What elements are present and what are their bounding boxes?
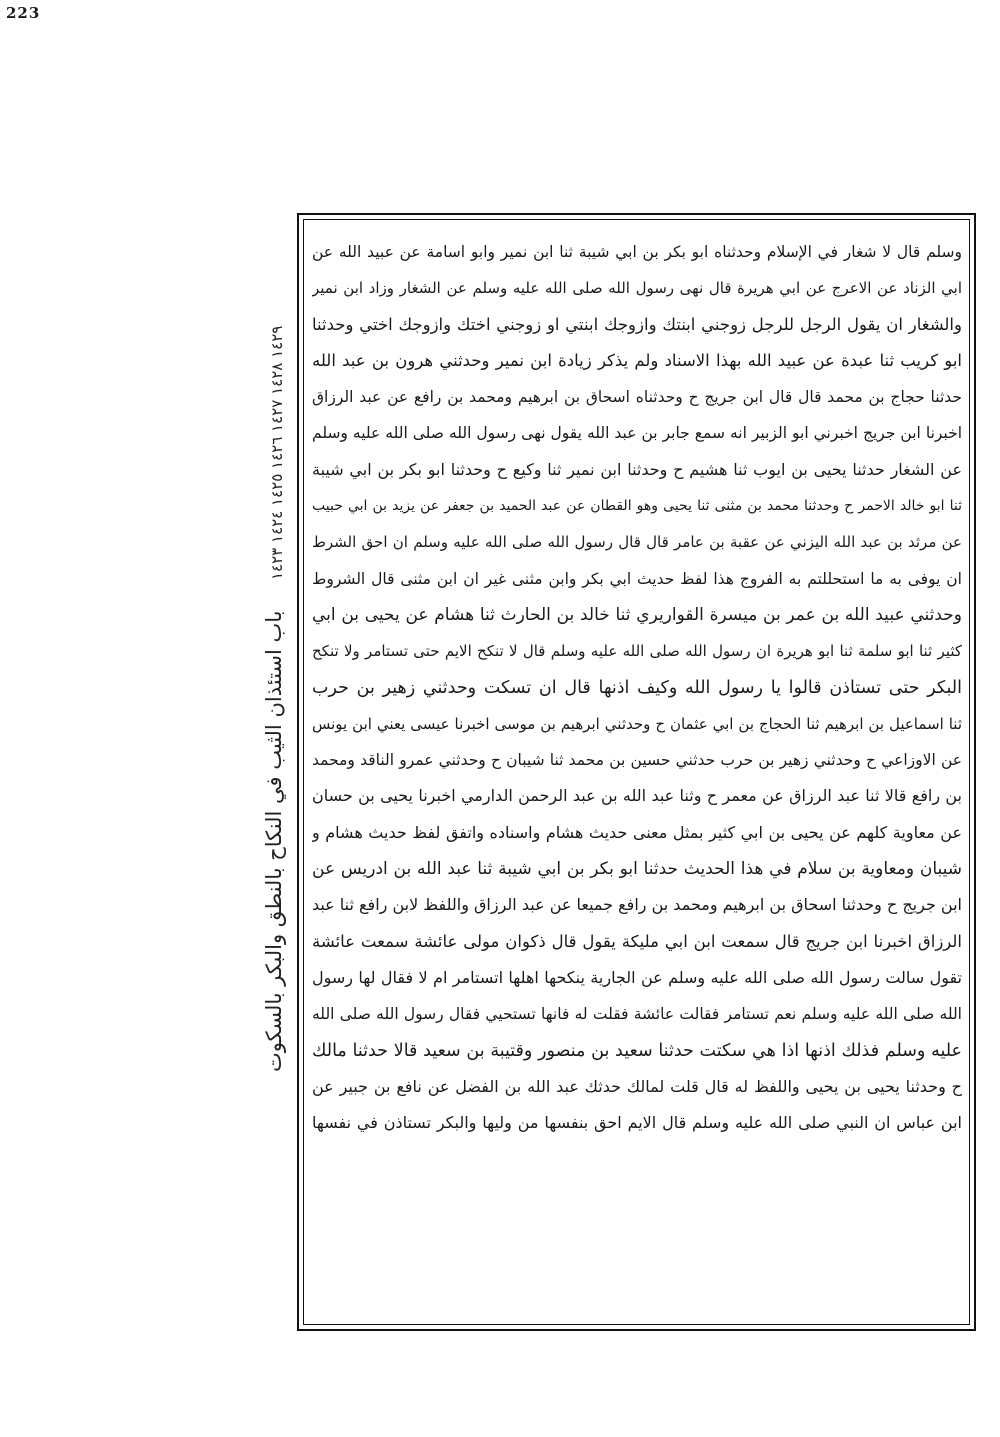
text-line: الرزاق اخبرنا ابن جريج قال سمعت ابن ابي مليكة يقول قال ذكوان مولى عائشة سمعت عائشة (312, 931, 962, 951)
text-line: والشغار ان يقول الرجل للرجل زوجني ابنتك وازوجك ابنتي او زوجني اختك وازوجك اختي وحدثنا (312, 314, 962, 334)
manuscript-text-block (312, 234, 962, 1314)
text-line: اخبرنا ابن جريج اخبرني ابو الزبير انه سمع جابر بن عبد الله يقول نهى رسول الله صلى الله عليه وسلم (312, 424, 962, 443)
text-line: عن مرثد بن عبد الله اليزني عن عقبة بن عامر قال قال رسول الله صلى الله عليه وسلم ان احق الشرط (312, 533, 962, 552)
text-line: ابن عباس ان النبي صلى الله عليه وسلم قال الايم احق بنفسها من وليها والبكر تستاذن في نفسها (312, 1113, 962, 1133)
text-line: عن الشغار حدثنا يحيى بن ايوب ثنا هشيم ح وحدثنا ابن نمير ثنا وكيع ح وحدثنا ابو بكر بن ابي شيبة (312, 459, 962, 479)
text-line: حدثنا حجاج بن محمد قال قال ابن جريج ح وحدثناه اسحاق بن ابرهيم ومحمد بن رافع عن عبد الرزاق (312, 388, 962, 407)
text-line: وحدثني عبيد الله بن عمر بن ميسرة القواريري ثنا خالد بن الحارث ثنا هشام عن يحيى بن ابي (312, 604, 962, 625)
text-line: شيبان ومعاوية بن سلام في هذا الحديث حدثنا ابو بكر بن ابي شيبة ثنا عبد الله بن ادريس عن (312, 859, 962, 880)
text-line: عن معاوية كلهم عن يحيى بن ابي كثير بمثل معنى حديث هشام واسناده واتفق لفظ حديث هشام و (312, 822, 962, 842)
text-line: ابي الزناد عن الاعرج عن ابي هريرة قال نهى رسول الله صلى الله عليه وسلم عن الشغار وزاد ابن نمير (312, 279, 962, 298)
text-line: كثير ثنا ابو سلمة ثنا ابو هريرة ان رسول الله صلى الله عليه وسلم قال لا تنكح الايم حتى تستامر ولا تنكح (312, 642, 962, 661)
text-line: ان يوفى به ما استحللتم به الفروج هذا لفظ حديث ابي بكر وابن مثنى غير ان ابن مثنى قال الشروط (312, 569, 962, 588)
margin-hadith-numbers: ١٤٢٩ ١٤٢٨ ١٤٢٧ ١٤٢٦ ١٤٢٥ ١٤٢٤ ١٤٢٣ (268, 325, 286, 580)
text-line: بن رافع قالا ثنا عبد الرزاق عن معمر ح وثنا عبد الله بن عبد الرحمن الدارمي اخبرنا يحيى بن حسان (312, 786, 962, 806)
text-line: وسلم قال لا شغار في الإسلام وحدثناه ابو بكر بن ابي شيبة ثنا ابن نمير وابو اسامة عن عبيد الله عن (312, 243, 962, 261)
text-line: ثنا ابو خالد الاحمر ح وحدثنا محمد بن مثنى ثنا يحيى وهو القطان عن عبد الحميد بن جعفر عن يزيد بن ابي حبيب (312, 498, 962, 515)
text-line: عن الاوزاعي ح وحدثني زهير بن حرب حدثني حسين بن محمد ثنا شيبان ح وحدثني عمرو الناقد ومحمد (312, 751, 962, 770)
text-line: الله صلى الله عليه وسلم نعم تستامر فقالت عائشة فقلت له فانها تستحيي فقال رسول الله صلى الله (312, 1005, 962, 1024)
text-line: ثنا اسماعيل بن ابرهيم ثنا الحجاج بن ابي عثمان ح وحدثني ابرهيم بن موسى اخبرنا عيسى يعني ابن يونس (312, 714, 962, 733)
text-line: البكر حتى تستاذن قالوا يا رسول الله وكيف اذنها قال ان تسكت وحدثني زهير بن حرب (312, 677, 962, 698)
text-line: ح وحدثنا يحيى بن يحيى واللفظ له قال قلت لمالك حدثك عبد الله بن الفضل عن نافع بن جبير عن (312, 1076, 962, 1096)
text-line: تقول سالت رسول الله صلى الله عليه وسلم عن الجارية ينكحها اهلها اتستامر ام لا فقال لها رسول (312, 967, 962, 987)
text-line: عليه وسلم فذلك اذنها اذا هي سكتت حدثنا سعيد بن منصور وقتيبة بن سعيد قالا حدثنا مالك (312, 1040, 962, 1061)
margin-chapter-title: باب استئذان الثيب في النكاح بالنطق والبكر بالسكوت (262, 610, 286, 1072)
text-line: ابو كريب ثنا عبدة عن عبيد الله بهذا الاسناد ولم يذكر زيادة ابن نمير وحدثني هرون بن عبد الله (312, 350, 962, 370)
text-line: ابن جريج ح وحدثنا اسحاق بن ابرهيم ومحمد بن رافع جميعا عن عبد الرزاق واللفظ لابن رافع ثنا عبد (312, 895, 962, 915)
page-number: 223 (6, 4, 41, 22)
